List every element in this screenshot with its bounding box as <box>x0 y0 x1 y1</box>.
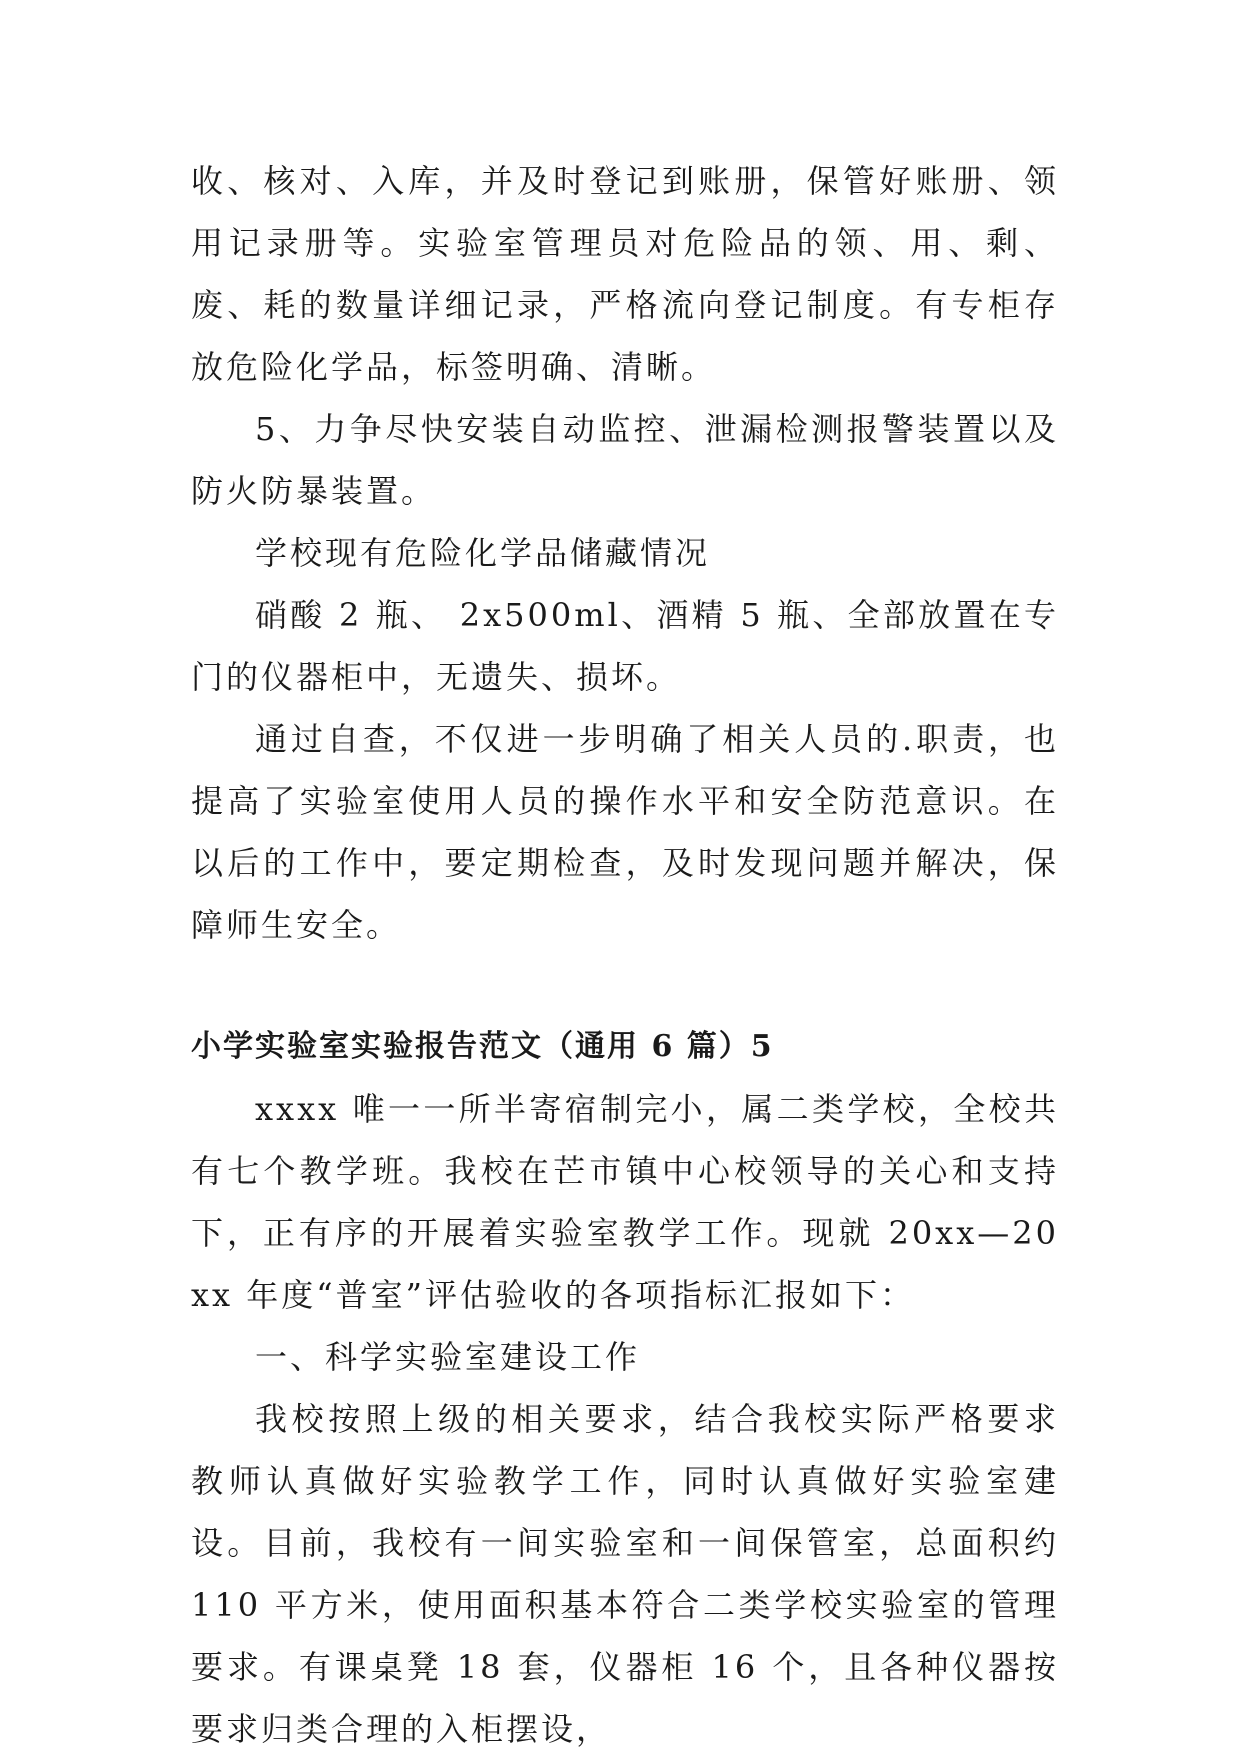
paragraph-6: xxxx 唯一一所半寄宿制完小，属二类学校，全校共有七个教学班。我校在芒市镇中心校领导的关心和支持下，正有序的开展着实验室教学工作。现就 20xx—20xx 年度“普室”评估验收的各项指标汇报如下： <box>191 1090 1059 1314</box>
document-body <box>191 150 1059 1760</box>
paragraph-1: 收、核对、入库，并及时登记到账册，保管好账册、领用记录册等。实验室管理员对危险品的领、用、剩、废、耗的数量详细记录，严格流向登记制度。有专柜存放危险化学品，标签明确、清晰。 <box>191 162 1059 386</box>
section-heading: 小学实验室实验报告范文（通用 6 篇）5 <box>191 1029 774 1064</box>
paragraph-4: 硝酸 2 瓶、 2x500ml、酒精 5 瓶、全部放置在专门的仪器柜中，无遗失、损坏。 <box>191 596 1059 696</box>
paragraph-3: 学校现有危险化学品储藏情况 <box>255 534 711 572</box>
paragraph-2: 5、力争尽快安装自动监控、泄漏检测报警装置以及防火防暴装置。 <box>191 410 1059 510</box>
paragraph-8: 我校按照上级的相关要求，结合我校实际严格要求教师认真做好实验教学工作，同时认真做好实验室建设。目前，我校有一间实验室和一间保管室，总面积约 110 平方米，使用面积基本符合二类学校实验室的管理要求。有课桌凳 18 套，仪器柜 16 个，且各种仪器按要求归类合理的入柜摆设， <box>191 1400 1059 1748</box>
paragraph-7: 一、科学实验室建设工作 <box>255 1338 641 1376</box>
paragraph-5: 通过自查，不仅进一步明确了相关人员的.职责，也提高了实验室使用人员的操作水平和安全防范意识。在以后的工作中，要定期检查，及时发现问题并解决，保障师生安全。 <box>191 720 1059 944</box>
